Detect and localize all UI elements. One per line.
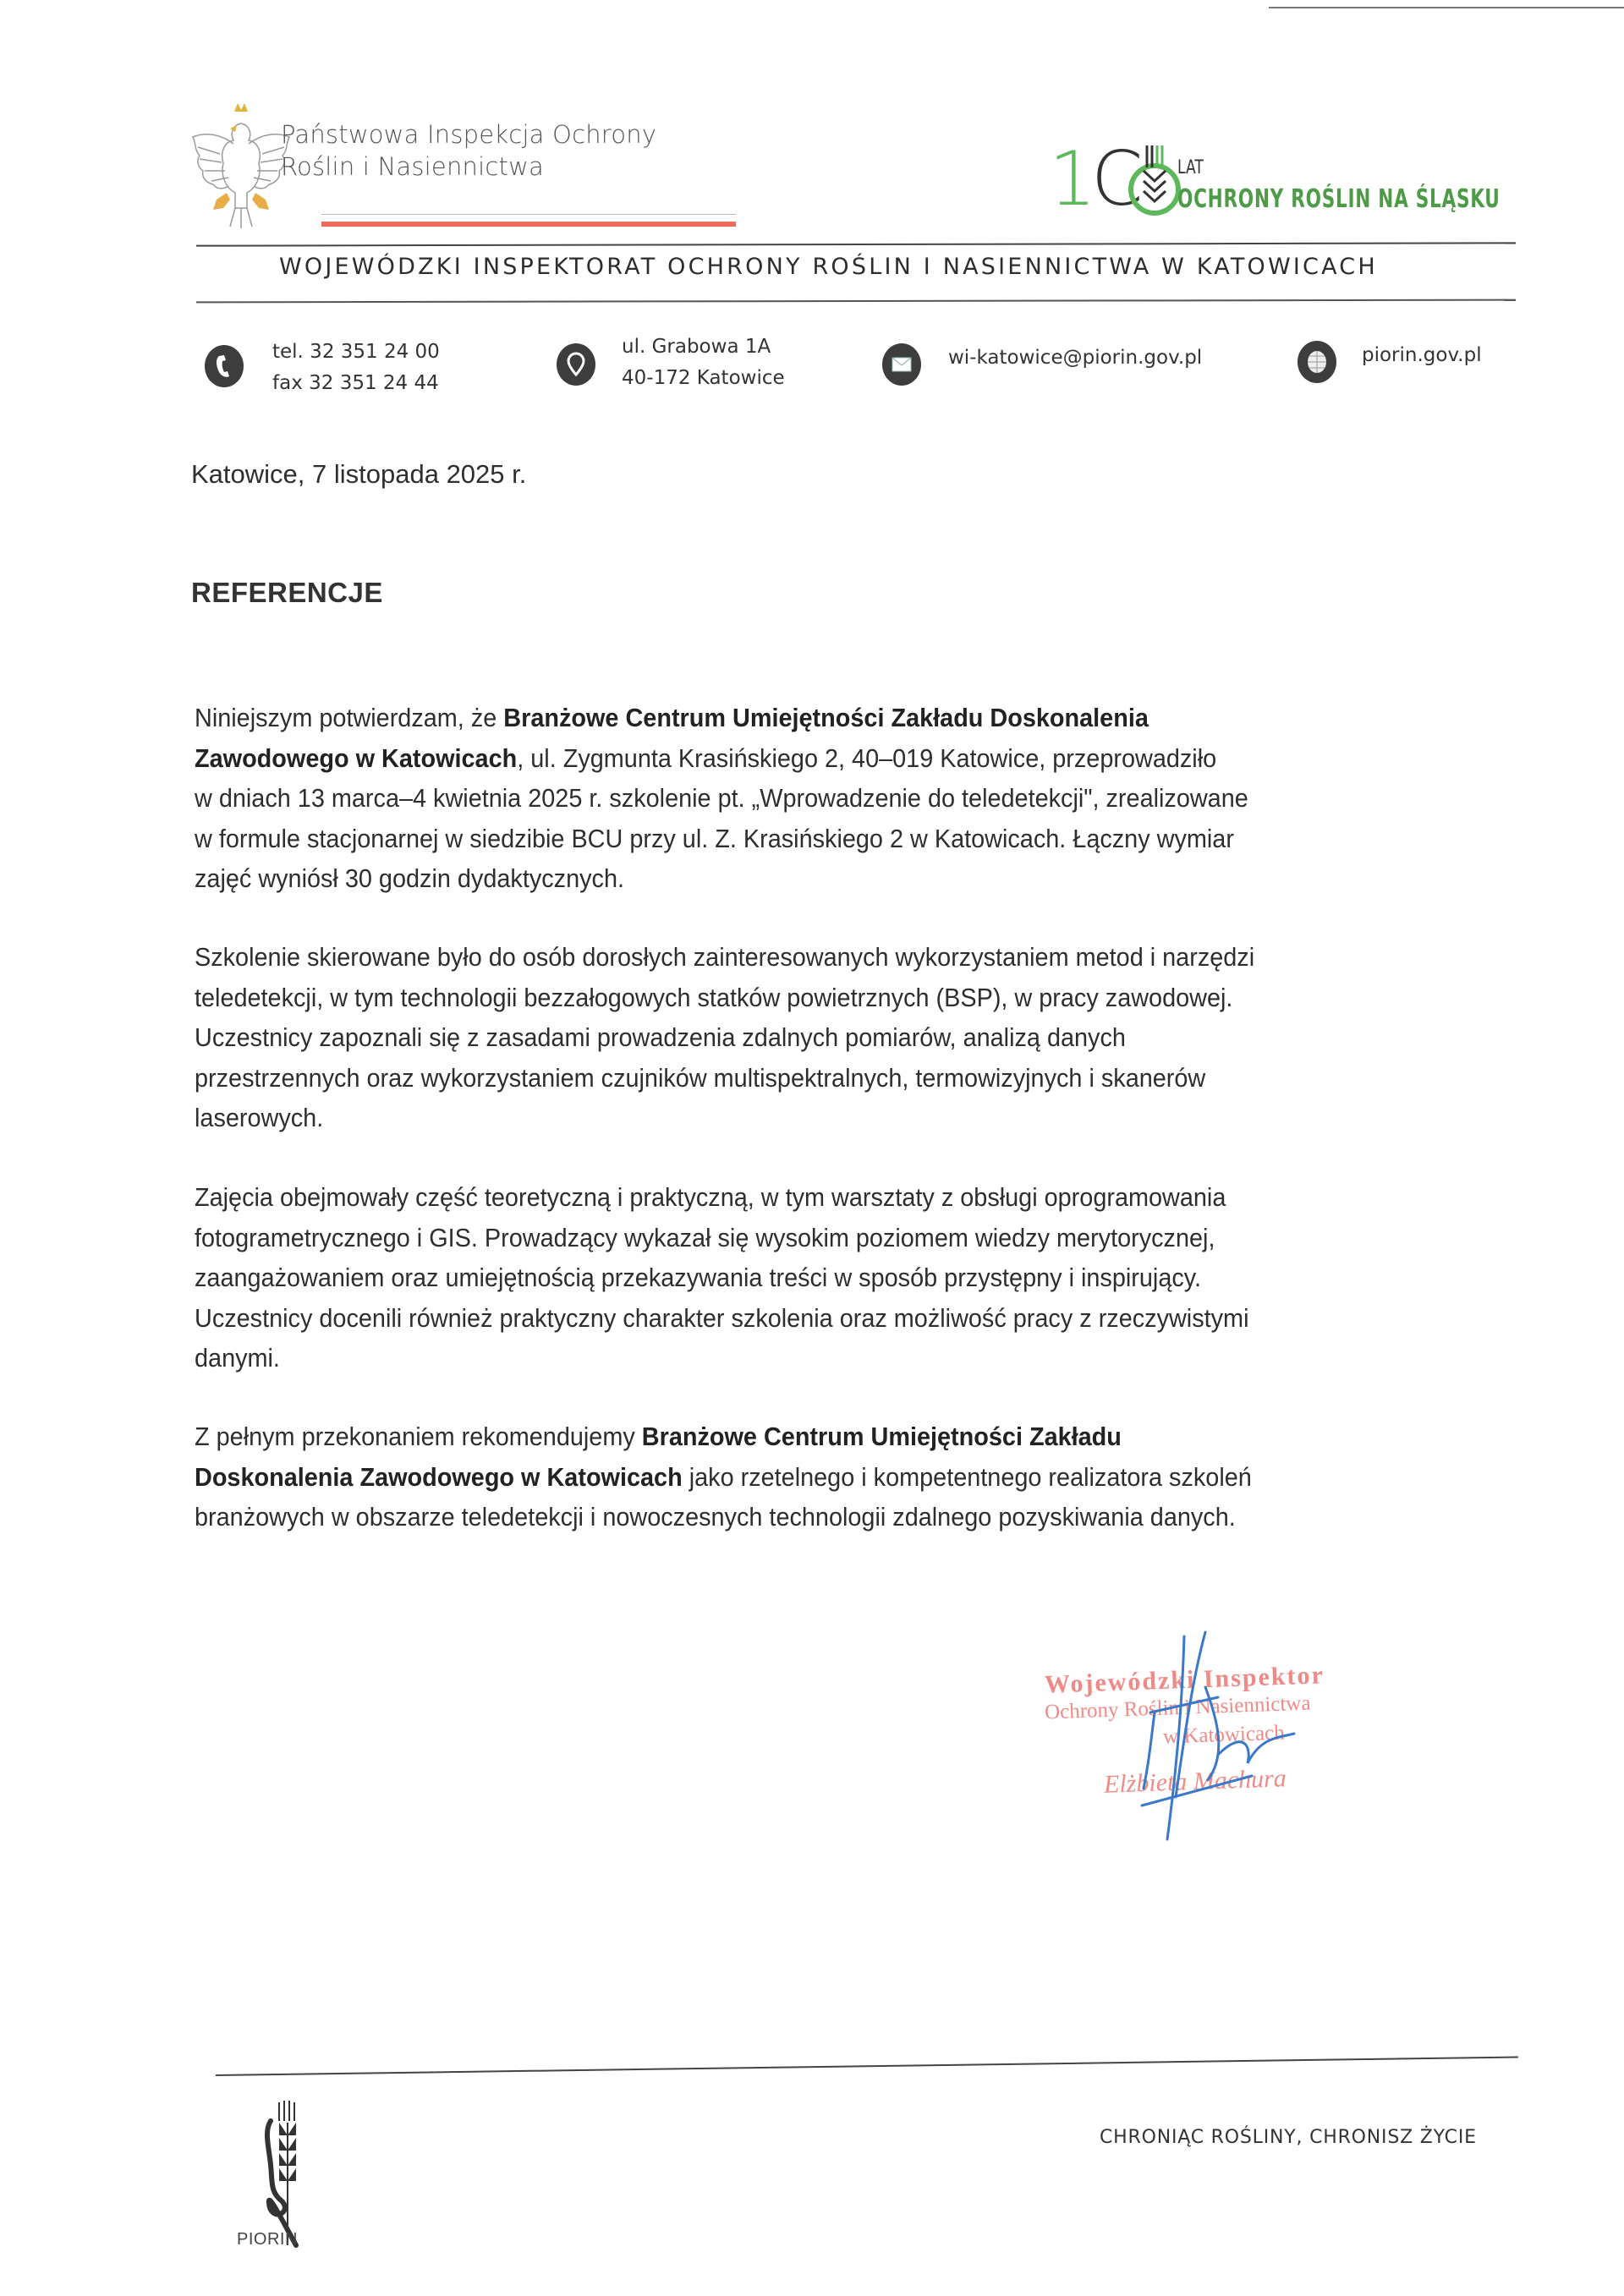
stamp-title: Wojewódzki Inspektor (1044, 1661, 1325, 1699)
handwritten-signature-icon (1125, 1628, 1328, 1848)
p3-text: Zajęcia obejmowały część teoretyczną i praktyczną, w tym warsztaty z obsługi oprogramowania (195, 1182, 1226, 1212)
office-rule-bottom (196, 299, 1516, 304)
paragraph-4 (195, 1417, 1422, 1537)
p3-text: Uczestnicy docenili również praktyczny charakter szkolenia oraz możliwość pracy z rzeczywistymi (195, 1302, 1249, 1333)
p2-text: Uczestnicy zapoznali się z zasadami prowadzenia zdalnych pomiarów, analizą danych (195, 1022, 1126, 1052)
wheat-ring-icon (1127, 142, 1182, 223)
globe-icon (1298, 341, 1336, 383)
contact-address (622, 332, 785, 394)
stamp-person: Elżbieta Machura (1103, 1764, 1287, 1799)
anniversary-lat: LAT (1177, 157, 1204, 178)
paragraph-1 (195, 698, 1422, 899)
stamp-city: w Katowicach (1162, 1721, 1286, 1749)
paragraph-3 (195, 1177, 1422, 1378)
p4-text: jako rzetelnego i kompetentnego realizatora szkoleń (682, 1461, 1252, 1492)
paragraph-2 (195, 937, 1422, 1138)
p1-org-name: Branżowe Centrum Umiejętności Zakładu Doskonalenia (503, 703, 1149, 732)
p1-text: w formule stacjonarnej w siedzibie BCU przy ul. Z. Krasińskiego 2 w Katowicach. Łączny wymiar (195, 823, 1234, 853)
p4-org-name: Branżowe Centrum Umiejętności Zakładu (641, 1422, 1122, 1451)
letter-title: REFERENCJE (191, 577, 383, 608)
address-city: 40-172 Katowice (622, 367, 785, 389)
footer-motto: CHRONIĄC ROŚLINY, CHRONISZ ŻYCIE (1100, 2127, 1477, 2148)
p4-text: Z pełnym przekonaniem rekomendujemy (195, 1422, 642, 1451)
letter-date: Katowice, 7 listopada 2025 r. (191, 459, 527, 489)
p2-text: teledetekcji, w tym technologii bezzałogowych statków powietrznych (BSP), w pracy zawodowej. (195, 982, 1233, 1012)
p1-text: Niniejszym potwierdzam, że (195, 703, 504, 732)
p1-text: zajęć wyniósł 30 godzin dydaktycznych. (195, 863, 624, 893)
anniversary-number: 1C (1049, 135, 1138, 222)
phone-icon (205, 345, 244, 387)
p2-text: Szkolenie skierowane było do osób dorosłych zainteresowanych wykorzystaniem metod i narzędzi (195, 942, 1255, 972)
location-pin-icon (557, 343, 595, 386)
p4-org-name-cont: Doskonalenia Zawodowego w Katowicach (195, 1461, 683, 1492)
contact-phone (272, 337, 440, 399)
stamp-office: Ochrony Roślin i Nasiennictwa (1044, 1691, 1311, 1724)
header-divider-red (321, 222, 736, 227)
phone-number[interactable]: tel. 32 351 24 00 (272, 341, 440, 363)
anniversary-text: OCHRONY ROŚLIN NA ŚLĄSKU (1177, 184, 1501, 214)
p2-text: laserowych. (195, 1103, 324, 1132)
polish-eagle-emblem-icon (186, 100, 296, 235)
envelope-icon (882, 343, 921, 386)
fax-number: fax 32 351 24 44 (272, 372, 439, 394)
footer-rule (216, 2056, 1518, 2076)
p3-text: zaangażowaniem oraz umiejętnością przekazywania treści w sposób przystępny i inspirujący. (195, 1263, 1202, 1292)
p3-text: fotogrametrycznego i GIS. Prowadzący wykazał się wysokim poziomem wiedzy merytorycznej, (195, 1222, 1215, 1252)
office-name: WOJEWÓDZKI INSPEKTORAT OCHRONY ROŚLIN I NASIENNICTWA W KATOWICACH (279, 254, 1378, 280)
institution-name-line2: Roślin i Nasiennictwa (281, 152, 544, 181)
address-street: ul. Grabowa 1A (622, 336, 771, 358)
office-rule-top (196, 242, 1516, 246)
p1-text: w dniach 13 marca–4 kwietnia 2025 r. szkolenie pt. „Wprowadzenie do teledetekcji", zrealizowane (195, 783, 1248, 813)
p1-text: , ul. Zygmunta Krasińskiego 2, 40–019 Katowice, przeprowadziło (517, 743, 1217, 773)
contact-email[interactable]: wi-katowice@piorin.gov.pl (948, 347, 1203, 369)
institution-name (281, 118, 656, 183)
scan-edge-line (1269, 7, 1624, 8)
institution-name-line1: Państwowa Inspekcja Ochrony (281, 120, 657, 149)
p3-text: danymi. (195, 1343, 280, 1373)
p2-text: przestrzennych oraz wykorzystaniem czujników multispektralnych, termowizyjnych i skanerów (195, 1062, 1206, 1093)
header-divider-grey (321, 214, 736, 215)
p4-text: branżowych w obszarze teledetekcji i nowoczesnych technologii zdalnego pozyskiwania danych. (195, 1502, 1236, 1532)
p1-org-name-cont: Zawodowego w Katowicach (195, 743, 518, 773)
contact-website[interactable]: piorin.gov.pl (1362, 344, 1482, 366)
piorin-logo-text: PIORIN (237, 2230, 298, 2249)
